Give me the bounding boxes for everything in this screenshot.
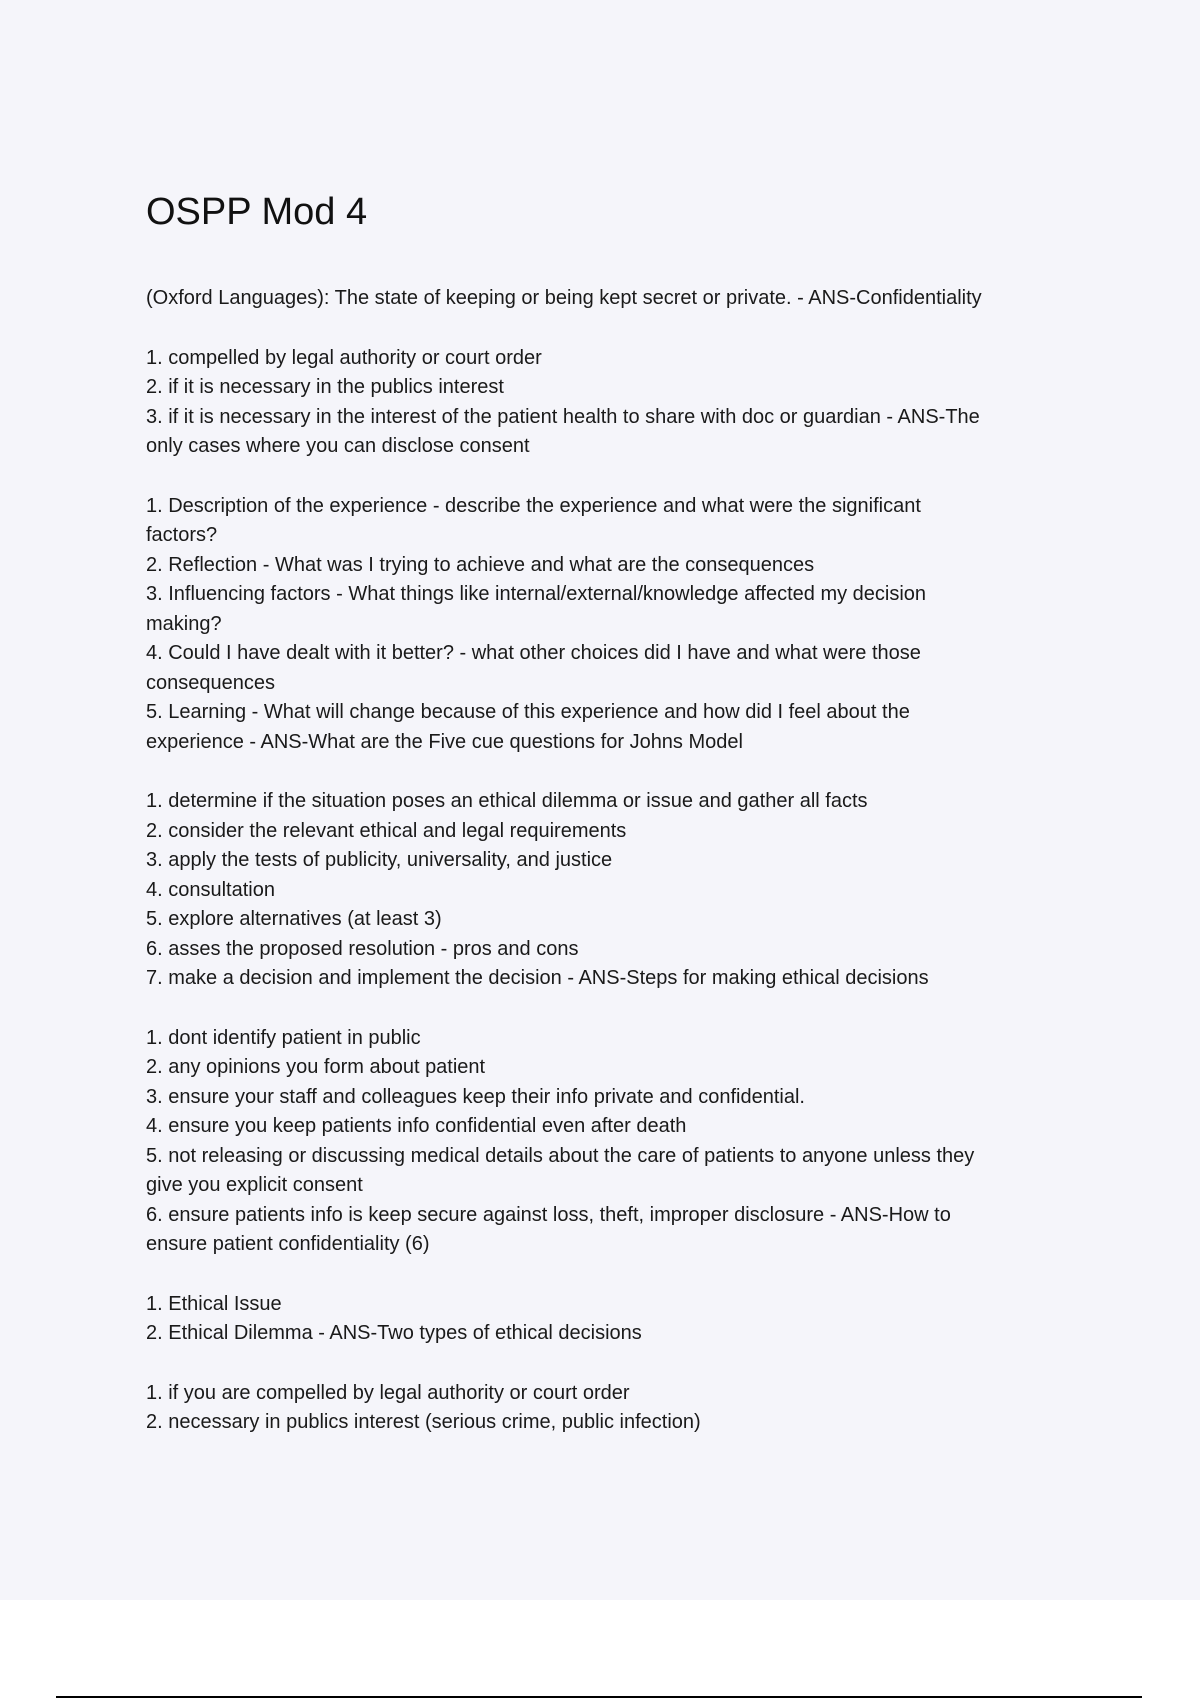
flashcard-block	[146, 1379, 1086, 1438]
text-line: 2. if it is necessary in the publics interest	[146, 376, 504, 398]
text-line: 1. compelled by legal authority or court order	[146, 346, 542, 369]
text-line: experience - ANS-What are the Five cue questions for Johns Model	[146, 730, 743, 753]
text-line: 2. any opinions you form about patient	[146, 1056, 486, 1078]
text-line: 4. Could I have dealt with it better? - what other choices did I have and what were those	[146, 642, 921, 664]
text-line: 3. ensure your staff and colleagues keep their info private and confidential.	[146, 1085, 805, 1108]
text-line: 5. explore alternatives (at least 3)	[146, 908, 442, 930]
flashcard-block	[146, 284, 1086, 314]
text-line: 4. ensure you keep patients info confidential even after death	[146, 1115, 687, 1137]
text-line: 3. Influencing factors - What things like internal/external/knowledge affected my decision	[146, 583, 927, 605]
text-line: 7. make a decision and implement the decision - ANS-Steps for making ethical decisions	[146, 967, 929, 989]
text-line: 1. dont identify patient in public	[146, 1026, 421, 1049]
text-line: give you explicit consent	[146, 1174, 363, 1196]
flashcard-block	[146, 787, 1086, 994]
text-line: factors?	[146, 524, 218, 546]
text-line: making?	[146, 612, 222, 635]
document-content	[146, 182, 1086, 1468]
text-line: 2. necessary in publics interest (serious crime, public infection)	[146, 1411, 701, 1433]
text-line: 6. asses the proposed resolution - pros and cons	[146, 937, 579, 960]
flashcard-block	[146, 1290, 1086, 1349]
text-line: 1. Description of the experience - describe the experience and what were the significant	[146, 494, 921, 517]
text-line: 2. consider the relevant ethical and legal requirements	[146, 819, 627, 842]
text-line: 6. ensure patients info is keep secure against loss, theft, improper disclosure - ANS-How to	[146, 1203, 951, 1226]
text-line: 1. if you are compelled by legal authority or court order	[146, 1381, 630, 1404]
text-line: 2. Reflection - What was I trying to achieve and what are the consequences	[146, 553, 815, 576]
text-line: 3. apply the tests of publicity, universality, and justice	[146, 849, 613, 871]
text-line: 3. if it is necessary in the interest of the patient health to share with doc or guardian - ANS-The	[146, 405, 980, 428]
text-line: 4. consultation	[146, 878, 275, 901]
footer-divider	[56, 1696, 1142, 1698]
text-line: ensure patient confidentiality (6)	[146, 1233, 430, 1255]
text-line: 2. Ethical Dilemma - ANS-Two types of ethical decisions	[146, 1322, 642, 1344]
text-line: (Oxford Languages): The state of keeping or being kept secret or private. - ANS-Confidentiality	[146, 287, 982, 309]
flashcard-block	[146, 492, 1086, 758]
text-line: only cases where you can disclose consent	[146, 435, 530, 457]
text-line: 5. Learning - What will change because of this experience and how did I feel about the	[146, 701, 910, 723]
document-title: OSPP Mod 4	[146, 191, 368, 233]
flashcard-block	[146, 1024, 1086, 1260]
text-line: 1. Ethical Issue	[146, 1292, 282, 1315]
text-line: 1. determine if the situation poses an ethical dilemma or issue and gather all facts	[146, 790, 868, 812]
flashcard-block	[146, 344, 1086, 462]
text-line: 5. not releasing or discussing medical details about the care of patients to anyone unless they	[146, 1144, 975, 1167]
flashcard-list	[146, 284, 1086, 1438]
text-line: consequences	[146, 671, 275, 694]
